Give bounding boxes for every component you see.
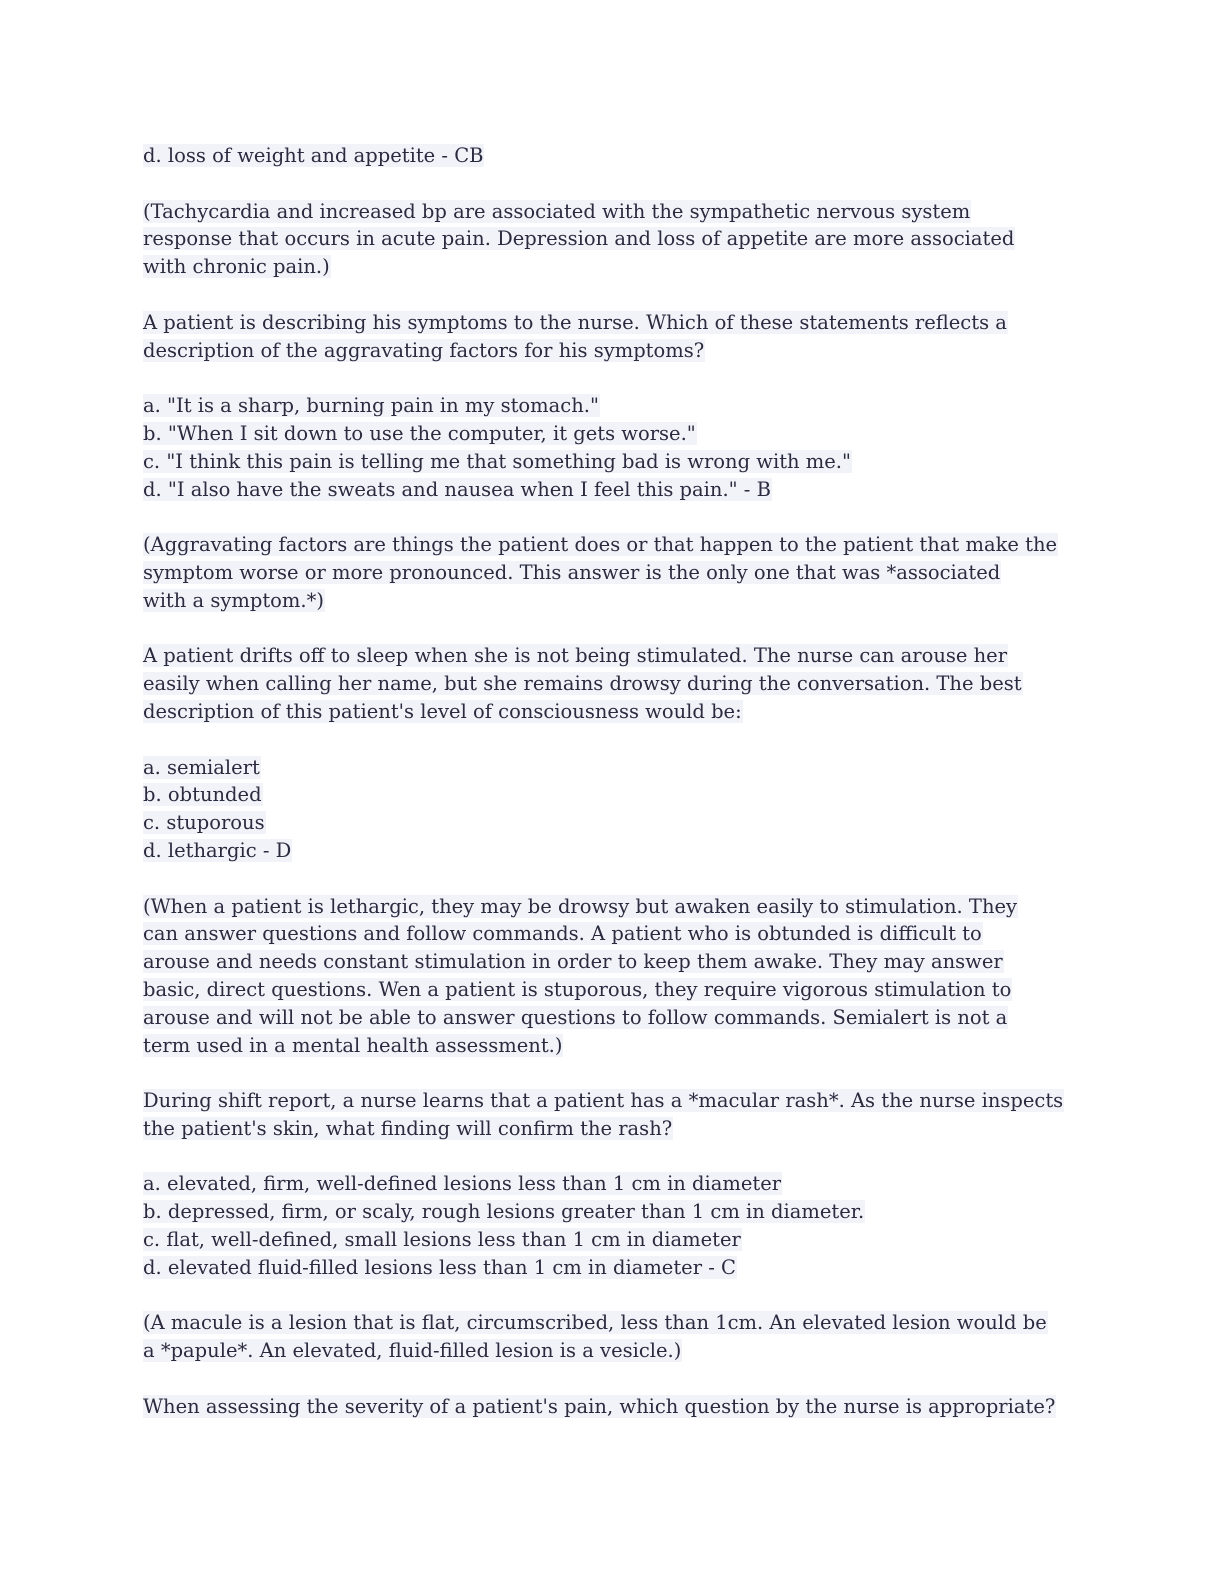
rationale-paragraph: [143, 531, 1093, 614]
question-paragraph: [143, 1087, 1093, 1143]
options-list: [143, 754, 1093, 865]
option-item: b. "When I sit down to use the computer, it gets worse.": [143, 421, 696, 445]
answer-previous-question: [143, 142, 1093, 170]
options-list: [143, 1170, 1093, 1281]
text-line: with chronic pain.): [143, 255, 330, 279]
text-line: arouse and needs constant stimulation in order to keep them awake. They may answer: [143, 950, 1003, 974]
option-item: b. obtunded: [143, 783, 262, 807]
option-item: d. lethargic - D: [143, 838, 292, 862]
rationale-paragraph: [143, 198, 1093, 281]
option-item: a. "It is a sharp, burning pain in my stomach.": [143, 394, 599, 418]
text-line: easily when calling her name, but she remains drowsy during the conversation. The best: [143, 672, 1022, 696]
text-line: basic, direct questions. Wen a patient is stuporous, they require vigorous stimulation to: [143, 977, 1012, 1001]
rationale-paragraph: [143, 893, 1093, 1060]
option-item: a. elevated, firm, well-defined lesions less than 1 cm in diameter: [143, 1172, 782, 1196]
text-line: description of the aggravating factors for his symptoms?: [143, 338, 705, 362]
text-line: with a symptom.*): [143, 588, 324, 612]
option-item: d. elevated fluid-filled lesions less than 1 cm in diameter - C: [143, 1255, 736, 1279]
document-page: [143, 142, 1093, 1448]
text-line: (When a patient is lethargic, they may be drowsy but awaken easily to stimulation. They: [143, 894, 1018, 918]
text-line: When assessing the severity of a patient's pain, which question by the nurse is appropriate?: [143, 1394, 1056, 1418]
options-list: [143, 392, 1093, 503]
text-line: a *papule*. An elevated, fluid-filled lesion is a vesicle.): [143, 1339, 682, 1363]
text-line: During shift report, a nurse learns that a patient has a *macular rash*. As the nurse inspects: [143, 1089, 1064, 1113]
text-line: symptom worse or more pronounced. This answer is the only one that was *associated: [143, 560, 1001, 584]
option-item: c. stuporous: [143, 811, 265, 835]
text-line: d. loss of weight and appetite - CB: [143, 144, 484, 167]
question-paragraph: [143, 309, 1093, 365]
text-line: A patient drifts off to sleep when she is not being stimulated. The nurse can arouse her: [143, 644, 1008, 668]
option-item: b. depressed, firm, or scaly, rough lesions greater than 1 cm in diameter.: [143, 1200, 865, 1224]
text-line: term used in a mental health assessment.): [143, 1033, 563, 1057]
rationale-paragraph: [143, 1309, 1093, 1365]
text-line: the patient's skin, what finding will confirm the rash?: [143, 1116, 673, 1140]
option-item: c. "I think this pain is telling me that something bad is wrong with me.": [143, 449, 851, 473]
text-line: can answer questions and follow commands. A patient who is obtunded is difficult to: [143, 922, 982, 946]
text-line: (Tachycardia and increased bp are associated with the sympathetic nervous system: [143, 199, 971, 223]
text-line: (Aggravating factors are things the patient does or that happen to the patient that make the: [143, 533, 1058, 557]
text-line: A patient is describing his symptoms to the nurse. Which of these statements reflects a: [143, 310, 1007, 334]
text-line: description of this patient's level of consciousness would be:: [143, 699, 742, 723]
question-paragraph: [143, 1393, 1093, 1421]
option-item: d. "I also have the sweats and nausea when I feel this pain." - B: [143, 477, 771, 501]
text-line: arouse and will not be able to answer questions to follow commands. Semialert is not a: [143, 1005, 1008, 1029]
question-paragraph: [143, 642, 1093, 725]
text-line: response that occurs in acute pain. Depression and loss of appetite are more associated: [143, 227, 1015, 251]
option-item: a. semialert: [143, 755, 260, 779]
text-line: (A macule is a lesion that is flat, circumscribed, less than 1cm. An elevated lesion would be: [143, 1311, 1047, 1335]
option-item: c. flat, well-defined, small lesions less than 1 cm in diameter: [143, 1228, 741, 1252]
